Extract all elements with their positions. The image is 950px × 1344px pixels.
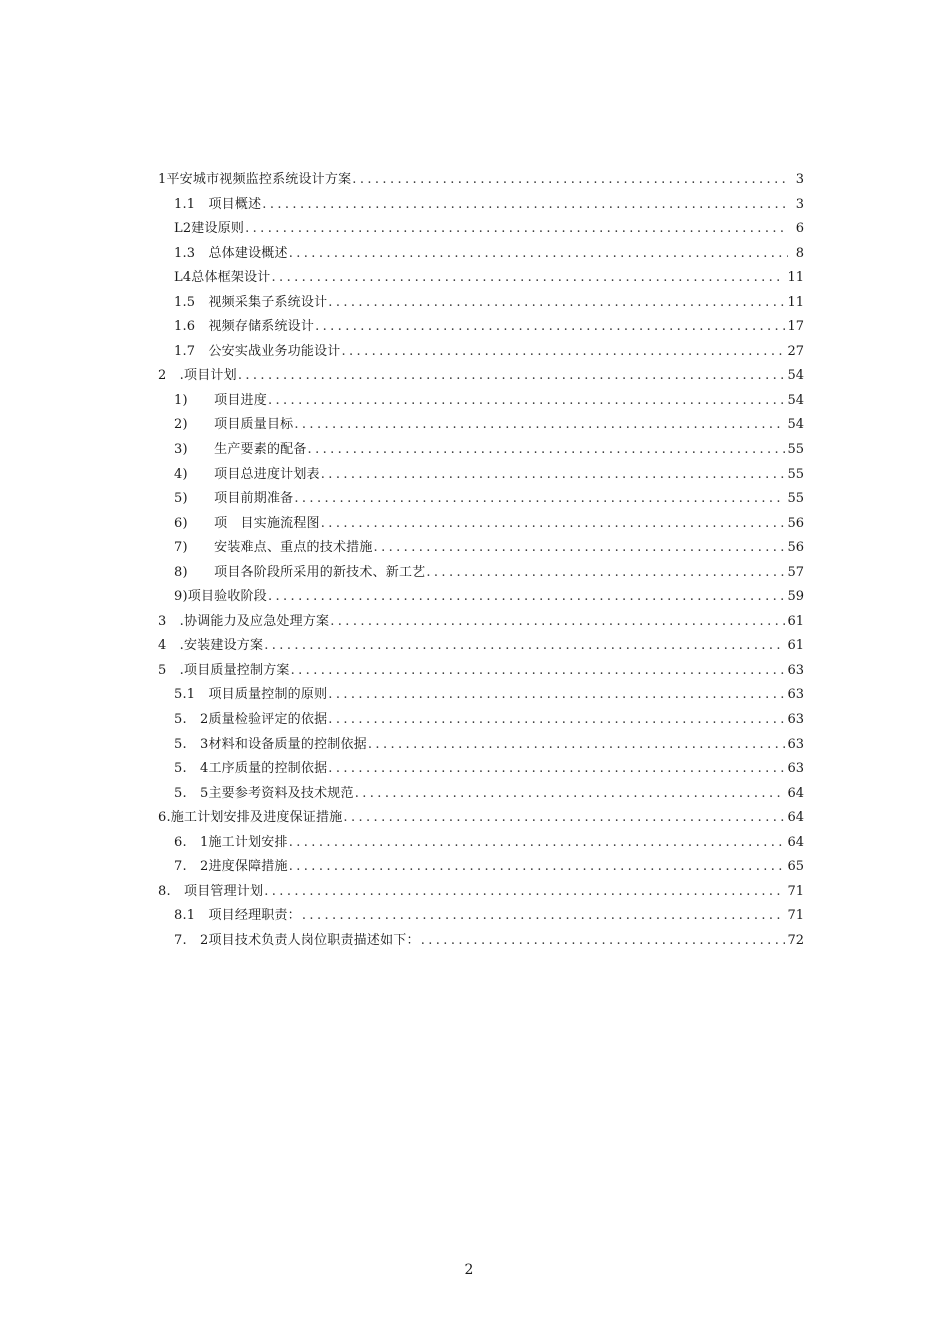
toc-entry-title: 1.5 视频采集子系统设计 bbox=[174, 294, 328, 310]
toc-leader-dots bbox=[328, 757, 785, 782]
table-of-contents bbox=[158, 168, 804, 954]
toc-leader-dots bbox=[328, 708, 785, 733]
toc-entry-title: 7. 2进度保障措施 bbox=[174, 859, 288, 875]
toc-entry-page: 63 bbox=[787, 687, 804, 703]
toc-entry-title: 7. 2项目技术负责人岗位职责描述如下： bbox=[174, 932, 420, 948]
toc-entry-page: 17 bbox=[787, 319, 804, 335]
toc-leader-dots bbox=[328, 291, 785, 316]
toc-entry-page: 6 bbox=[795, 221, 804, 237]
toc-entry bbox=[158, 855, 804, 880]
toc-leader-dots bbox=[264, 634, 785, 659]
toc-leader-dots bbox=[289, 831, 786, 856]
toc-leader-dots bbox=[315, 315, 785, 340]
toc-leader-dots bbox=[264, 880, 785, 905]
toc-leader-dots bbox=[368, 733, 786, 758]
toc-entry bbox=[158, 561, 804, 586]
toc-entry bbox=[158, 217, 804, 242]
toc-entry-page: 55 bbox=[787, 491, 804, 507]
toc-entry-page: 57 bbox=[787, 564, 804, 580]
toc-entry-page: 64 bbox=[787, 785, 804, 801]
toc-leader-dots bbox=[308, 438, 786, 463]
toc-entry-title: 1.6 视频存储系统设计 bbox=[174, 319, 315, 335]
toc-leader-dots bbox=[302, 904, 786, 929]
toc-leader-dots bbox=[343, 806, 785, 831]
toc-entry-page: 56 bbox=[787, 540, 804, 556]
toc-entry-title: 5. 2质量检验评定的依据 bbox=[174, 712, 328, 728]
toc-entry-title: 5.1 项目质量控制的原则 bbox=[174, 687, 328, 703]
toc-entry bbox=[158, 904, 804, 929]
toc-entry-title: 3) 生产要素的配备 bbox=[174, 442, 307, 458]
toc-entry-title: 5. 4工序质量的控制依据 bbox=[174, 761, 328, 777]
toc-entry-title: 6) 项 目实施流程图 bbox=[174, 515, 320, 531]
toc-entry bbox=[158, 364, 804, 389]
toc-leader-dots bbox=[328, 683, 785, 708]
toc-entry-page: 64 bbox=[787, 810, 804, 826]
toc-entry-page: 61 bbox=[787, 613, 804, 629]
toc-entry-page: 61 bbox=[787, 638, 804, 654]
toc-leader-dots bbox=[289, 242, 788, 267]
toc-entry bbox=[158, 168, 804, 193]
toc-leader-dots bbox=[341, 340, 785, 365]
toc-leader-dots bbox=[355, 782, 786, 807]
toc-entry-title: 2) 项目质量目标 bbox=[174, 417, 294, 433]
toc-entry-title: 5. 3材料和设备质量的控制依据 bbox=[174, 736, 367, 752]
toc-entry-page: 56 bbox=[787, 515, 804, 531]
toc-entry-page: 3 bbox=[795, 172, 804, 187]
toc-entry bbox=[158, 610, 804, 635]
toc-entry bbox=[158, 536, 804, 561]
toc-entry bbox=[158, 389, 804, 414]
toc-entry bbox=[158, 463, 804, 488]
toc-entry bbox=[158, 512, 804, 537]
toc-entry bbox=[158, 733, 804, 758]
toc-entry-title: 6.施工计划安排及进度保证措施 bbox=[158, 810, 343, 826]
toc-entry-page: 65 bbox=[787, 859, 804, 875]
toc-entry-page: 64 bbox=[787, 834, 804, 850]
toc-entry-title: 2 .项目计划 bbox=[158, 368, 237, 384]
toc-entry bbox=[158, 242, 804, 267]
toc-leader-dots bbox=[291, 659, 786, 684]
toc-entry-title: 8.1 项目经理职责： bbox=[174, 908, 301, 924]
toc-leader-dots bbox=[321, 463, 786, 488]
toc-entry-page: 59 bbox=[787, 589, 804, 605]
toc-entry-page: 54 bbox=[787, 417, 804, 433]
toc-entry-page: 54 bbox=[787, 368, 804, 384]
toc-entry bbox=[158, 634, 804, 659]
toc-leader-dots bbox=[421, 929, 786, 954]
toc-leader-dots bbox=[268, 585, 786, 610]
toc-entry-title: 5 .项目质量控制方案 bbox=[158, 662, 290, 678]
toc-entry-title: 3 .协调能力及应急处理方案 bbox=[158, 613, 330, 629]
toc-entry-page: 63 bbox=[787, 662, 804, 678]
toc-leader-dots bbox=[352, 168, 788, 193]
toc-entry bbox=[158, 831, 804, 856]
toc-entry-title: 8. 项目管理计划 bbox=[158, 883, 264, 899]
toc-entry-page: 54 bbox=[787, 392, 804, 408]
toc-leader-dots bbox=[245, 217, 788, 242]
toc-leader-dots bbox=[238, 364, 786, 389]
toc-leader-dots bbox=[289, 855, 786, 880]
toc-entry-page: 27 bbox=[787, 343, 804, 359]
toc-entry-title: 7) 安装难点、重点的技术措施 bbox=[174, 540, 373, 556]
toc-leader-dots bbox=[268, 389, 786, 414]
toc-leader-dots bbox=[294, 487, 785, 512]
toc-entry-title: 1.1 项目概述 bbox=[174, 196, 262, 212]
toc-entry-title: 1.7 公安实战业务功能设计 bbox=[174, 343, 341, 359]
toc-entry-title: 5. 5主要参考资料及技术规范 bbox=[174, 785, 354, 801]
toc-leader-dots bbox=[330, 610, 785, 635]
toc-leader-dots bbox=[426, 561, 785, 586]
toc-entry-title: 9)项目验收阶段 bbox=[174, 589, 267, 605]
toc-entry-page: 71 bbox=[787, 883, 804, 899]
toc-leader-dots bbox=[321, 512, 786, 537]
toc-leader-dots bbox=[294, 413, 785, 438]
toc-entry bbox=[158, 683, 804, 708]
toc-entry-title: L2建设原则 bbox=[174, 221, 245, 237]
toc-entry-title: 4) 项目总进度计划表 bbox=[174, 466, 320, 482]
toc-entry bbox=[158, 880, 804, 905]
toc-entry bbox=[158, 291, 804, 316]
toc-entry-page: 55 bbox=[787, 442, 804, 458]
toc-entry-title: 1平安城市视频监控系统设计方案 bbox=[158, 172, 352, 187]
toc-entry-page: 63 bbox=[787, 736, 804, 752]
toc-entry bbox=[158, 413, 804, 438]
toc-entry-page: 3 bbox=[795, 196, 804, 212]
toc-entry-title: 1) 项目进度 bbox=[174, 392, 267, 408]
toc-entry-page: 11 bbox=[787, 294, 804, 310]
toc-entry bbox=[158, 340, 804, 365]
toc-entry-title: 8) 项目各阶段所采用的新技术、新工艺 bbox=[174, 564, 426, 580]
toc-entry-title: 6. 1施工计划安排 bbox=[174, 834, 288, 850]
toc-leader-dots bbox=[374, 536, 786, 561]
page-number: 2 bbox=[464, 1262, 474, 1278]
toc-entry-title: L4总体框架设计 bbox=[174, 270, 271, 286]
toc-entry bbox=[158, 266, 804, 291]
toc-entry-page: 55 bbox=[787, 466, 804, 482]
toc-entry bbox=[158, 193, 804, 218]
toc-entry-page: 11 bbox=[787, 270, 804, 286]
toc-entry bbox=[158, 585, 804, 610]
toc-entry bbox=[158, 487, 804, 512]
toc-entry-page: 8 bbox=[795, 245, 804, 261]
toc-entry-page: 71 bbox=[787, 908, 804, 924]
toc-entry-page: 63 bbox=[787, 712, 804, 728]
toc-entry-page: 72 bbox=[787, 932, 804, 948]
toc-entry bbox=[158, 438, 804, 463]
toc-leader-dots bbox=[272, 266, 786, 291]
toc-entry bbox=[158, 929, 804, 954]
toc-entry-title: 5) 项目前期准备 bbox=[174, 491, 294, 507]
toc-entry bbox=[158, 315, 804, 340]
toc-entry-title: 1.3 总体建设概述 bbox=[174, 245, 288, 261]
toc-entry bbox=[158, 782, 804, 807]
toc-entry bbox=[158, 659, 804, 684]
toc-entry bbox=[158, 806, 804, 831]
toc-entry bbox=[158, 708, 804, 733]
toc-leader-dots bbox=[262, 193, 788, 218]
toc-entry-title: 4 .安装建设方案 bbox=[158, 638, 264, 654]
toc-entry-page: 63 bbox=[787, 761, 804, 777]
toc-entry bbox=[158, 757, 804, 782]
